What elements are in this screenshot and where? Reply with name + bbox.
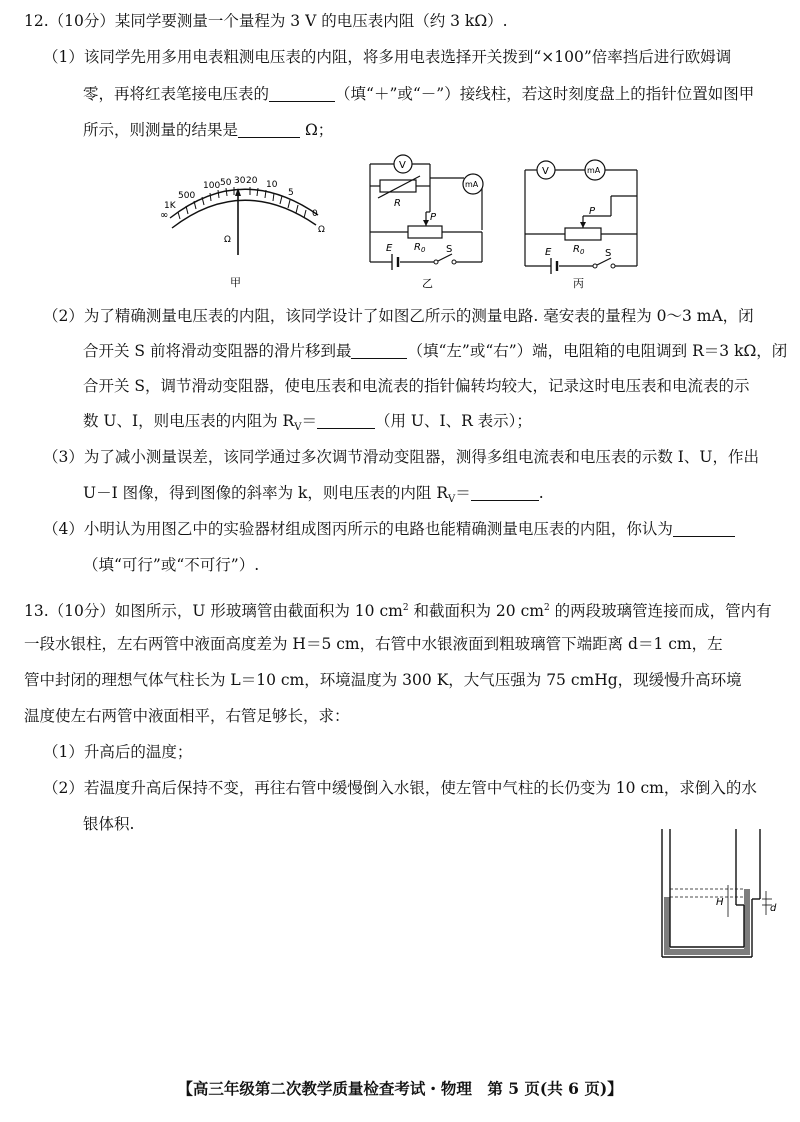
figure-label-bing: 丙 xyxy=(573,277,584,290)
voltmeter-label: V xyxy=(542,166,549,177)
d-label: d xyxy=(770,903,777,914)
switch-s-label: S xyxy=(605,248,612,259)
q12-p1-text: （填“＋”或“－”）接线柱，若这时刻度盘上的指针位置如图甲 xyxy=(335,85,755,103)
page-footer: 【高三年级第二次教学质量检查考试・物理 第 5 页(共 6 页)】 xyxy=(177,1079,623,1098)
q12-p2-text: 数 U、I，则电压表的内阻为 R xyxy=(83,412,295,430)
dial-minor-ticks xyxy=(178,187,306,219)
q12-p3-line2 xyxy=(83,482,544,511)
answer-blank[interactable] xyxy=(351,342,407,359)
q12-p2-line1: （2）为了精确测量电压表的内阻，该同学设计了如图乙所示的测量电路. 毫安表的量程为 0～3 mA，闭 xyxy=(43,307,754,325)
figure-label-yi: 乙 xyxy=(422,277,433,290)
figure-label-jia: 甲 xyxy=(230,276,241,289)
q13-line4: 温度使左右两管中液面相平，右管足够长，求： xyxy=(24,707,350,725)
dial-tick-label: 0 xyxy=(312,209,318,219)
dial-tick-label: 50 xyxy=(220,178,232,188)
slider-arrow xyxy=(580,222,586,228)
q12-p2-line2 xyxy=(83,340,787,362)
dial-omega-center: Ω xyxy=(224,235,231,245)
figure-u-tube xyxy=(650,825,780,965)
rheostat-label-main: R xyxy=(573,244,580,255)
q12-p3-text: ＝ xyxy=(455,484,471,502)
q13-line1 xyxy=(24,597,772,622)
q13-text: 和截面积为 20 cm xyxy=(408,602,544,621)
battery-e-label: E xyxy=(545,247,552,258)
superscript: 2 xyxy=(543,603,550,613)
mercury-right xyxy=(744,889,750,955)
switch-contact xyxy=(434,260,438,264)
q12-p4-text: （4）小明认为用图乙中的实验器材组成图丙所示的电路也能精确测量电压表的内阻，你认为 xyxy=(43,520,673,538)
q12-p1-text: 所示，则测量的结果是 xyxy=(83,121,239,139)
dial-arc-inner xyxy=(172,200,316,228)
milliammeter-label: mA xyxy=(465,180,479,189)
rv-subscript: V xyxy=(294,422,302,434)
answer-blank[interactable] xyxy=(238,121,300,138)
answer-blank[interactable] xyxy=(317,412,375,429)
q12-p2-line3: 合开关 S，调节滑动变阻器，使电压表和电流表的指针偏转均较大，记录这时电压表和电流表的示 xyxy=(83,377,750,395)
switch-contact xyxy=(452,260,456,264)
mercury-bottom xyxy=(664,949,750,955)
q12-p4-line2: （填“可行”或“不可行”）. xyxy=(83,556,260,574)
dial-tick-label: 100 xyxy=(203,181,221,191)
q13-sub2-line2: 银体积. xyxy=(83,815,135,833)
answer-blank[interactable] xyxy=(269,85,335,102)
slider-p-label: P xyxy=(589,206,596,217)
dial-tick-label: 500 xyxy=(178,191,196,201)
resistance-box-r xyxy=(380,180,416,192)
q12-stem: 12.（10分）某同学要测量一个量程为 3 V 的电压表内阻（约 3 kΩ）. xyxy=(24,12,508,30)
q12-p2-line4 xyxy=(83,410,532,439)
figure-yi-circuit xyxy=(350,150,500,290)
q12-p1-text: 零，再将红表笔接电压表的 xyxy=(83,85,270,103)
dial-tick-label: 5 xyxy=(288,188,294,198)
q13-text: 13.（10分）如图所示，U 形玻璃管由截面积为 10 cm xyxy=(24,602,403,621)
h-label: H xyxy=(716,897,724,908)
rheostat-label-main: R xyxy=(414,242,421,253)
switch-contact xyxy=(611,264,615,268)
q13-sub1: （1）升高后的温度； xyxy=(43,743,193,761)
resistor-r-label: R xyxy=(394,198,401,209)
dial-tick-label: 1K xyxy=(164,201,176,211)
voltmeter-label: V xyxy=(399,160,406,171)
dial-tick-label: 30 xyxy=(234,176,246,186)
rv-subscript: V xyxy=(448,494,456,506)
q12-p1-line2 xyxy=(83,83,754,105)
q12-p2-text: （用 U、I、R 表示）； xyxy=(374,412,532,430)
q12-p2-text: ＝ xyxy=(301,412,317,430)
superscript: 2 xyxy=(402,603,409,613)
milliammeter-label: mA xyxy=(587,166,601,175)
rheostat-label xyxy=(573,244,585,256)
q13-line3: 管中封闭的理想气体气柱长为 L＝10 cm，环境温度为 300 K，大气压强为 75 cmHg，现缓慢升高环境 xyxy=(24,671,742,689)
answer-blank[interactable] xyxy=(471,484,539,501)
q12-p2-text: 合开关 S 前将滑动变阻器的滑片移到最 xyxy=(83,342,352,360)
q12-p2-text: （填“左”或“右”）端，电阻箱的电阻调到 R＝3 kΩ，闭 xyxy=(407,342,788,360)
q13-line2: 一段水银柱，左右两管中液面高度差为 H＝5 cm，右管中水银液面到粗玻璃管下端距离 d＝1 cm，左 xyxy=(24,635,723,653)
dial-tick-label: 20 xyxy=(246,176,258,186)
switch-contact xyxy=(593,264,597,268)
rheostat-r0 xyxy=(408,226,442,238)
q12-p3-text: . xyxy=(538,484,544,502)
rheostat-label-sub: 0 xyxy=(579,248,585,256)
q12-p1-line1: （1）该同学先用多用电表粗测电压表的内阻，将多用电表选择开关拨到“×100”倍率挡后进行欧姆调 xyxy=(43,48,732,66)
figure-jia-ohmmeter xyxy=(150,160,335,290)
answer-blank[interactable] xyxy=(673,520,735,537)
slider-arrow xyxy=(423,220,429,226)
rheostat-label xyxy=(414,242,426,254)
dial-tick-label: 10 xyxy=(266,180,278,190)
q12-p3-line1: （3）为了减小测量误差，该同学通过多次调节滑动变阻器，测得多组电流表和电压表的示数 I、U，作出 xyxy=(43,448,759,466)
rheostat-label-sub: 0 xyxy=(420,246,426,254)
q12-p3-text: U－I 图像，得到图像的斜率为 k，则电压表的内阻 R xyxy=(83,484,449,502)
dial-omega-right: Ω xyxy=(318,225,325,235)
figure-bing-circuit xyxy=(515,150,655,290)
q12-p4-line1 xyxy=(43,518,735,540)
q13-sub2-line1: （2）若温度升高后保持不变，再往右管中缓慢倒入水银，使左管中气柱的长仍变为 10 cm，求倒入的水 xyxy=(43,779,757,797)
slider-p-label: P xyxy=(430,212,437,223)
rheostat-r0 xyxy=(565,228,601,240)
battery-e-label: E xyxy=(386,243,393,254)
mercury-left xyxy=(664,897,670,955)
q12-p1-line3 xyxy=(83,119,333,141)
dial-infinity: ∞ xyxy=(160,210,169,221)
switch-s-label: S xyxy=(446,244,453,255)
q12-p1-text: Ω； xyxy=(304,121,334,139)
q13-text: 的两段玻璃管连接而成，管内有 xyxy=(549,602,772,621)
